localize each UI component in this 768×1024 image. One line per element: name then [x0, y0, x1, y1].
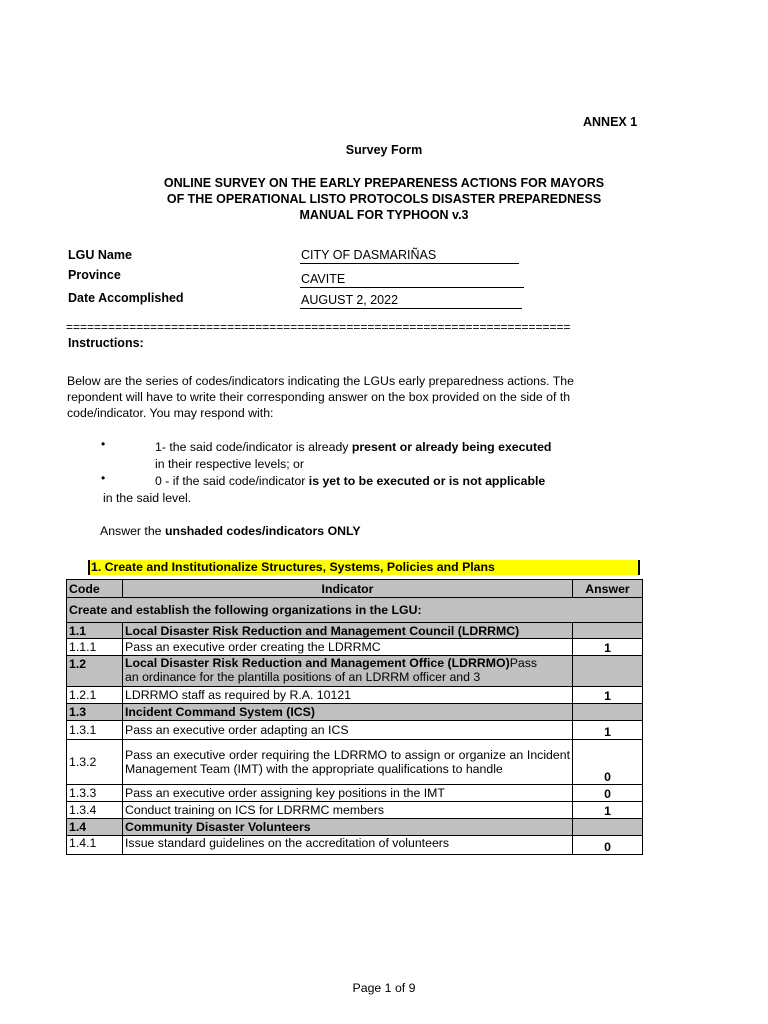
option-zero-text: 0 - if the said code/indicator [155, 474, 309, 488]
table-row [67, 704, 643, 721]
table-row [67, 819, 643, 836]
row-answer [573, 623, 643, 639]
answer-note-emphasis: unshaded codes/indicators ONLY [164, 524, 361, 538]
row-code: 1.3.2 [67, 740, 123, 785]
date-accomplished-value: AUGUST 2, 2022 [300, 293, 522, 309]
row-answer: 0 [573, 836, 643, 855]
table-row [67, 802, 643, 819]
row-answer: 0 [573, 740, 643, 785]
table-row [67, 623, 643, 639]
section-title: 1. Create and Institutionalize Structures, Systems, Policies and Plans [91, 560, 495, 574]
row-code: 1.2 [67, 656, 123, 687]
row-code: 1.3.3 [67, 785, 123, 802]
lgu-name-value: CITY OF DASMARIÑAS [300, 248, 519, 264]
row-indicator-line2: an ordinance for the plantilla positions of an LDRRM officer and 3 [125, 670, 481, 684]
table-row [67, 656, 643, 687]
row-indicator: Pass an executive order requiring the LDRRMO to assign or organize an Incident Management Team (IMT) with the appropriate qualifications to handle [123, 740, 573, 785]
table-row [67, 721, 643, 740]
row-indicator [123, 656, 573, 687]
province-value: CAVITE [300, 272, 524, 288]
row-answer: 1 [573, 639, 643, 656]
row-indicator: LDRRMO staff as required by R.A. 10121 [123, 687, 573, 704]
row-indicator-rest: Pass [509, 656, 538, 670]
option-one-line2: in their respective levels; or [155, 457, 304, 471]
separator-line: ======================================================================== [66, 320, 571, 334]
answer-note [100, 524, 361, 538]
province-label: Province [68, 268, 121, 282]
row-answer [573, 656, 643, 687]
annex-label: ANNEX 1 [583, 115, 638, 129]
bullet-icon: • [101, 471, 106, 485]
option-one-text: 1- the said code/indicator is already [155, 440, 352, 454]
instructions-paragraph: Below are the series of codes/indicators indicating the LGUs early preparedness actions. The repondent will have to write their corresponding answer on the box provided on the side of th code/indicator. You may respond with: [67, 374, 574, 420]
row-indicator: Pass an executive order creating the LDRRMC [123, 639, 573, 656]
row-answer: 1 [573, 802, 643, 819]
row-indicator: Pass an executive order assigning key positions in the IMT [123, 785, 573, 802]
table-header-row [67, 580, 643, 598]
row-answer: 0 [573, 785, 643, 802]
option-zero-line2: in the said level. [103, 491, 192, 505]
form-title: Survey Form [345, 143, 423, 157]
option-zero-emphasis: is yet to be executed or is not applicable [308, 474, 546, 488]
instructions-heading: Instructions: [68, 336, 144, 350]
lgu-name-label: LGU Name [68, 248, 132, 262]
date-accomplished-label: Date Accomplished [68, 291, 184, 305]
row-code: 1.1 [67, 623, 123, 639]
row-indicator: Conduct training on ICS for LDRRMC members [123, 802, 573, 819]
row-code: 1.1.1 [67, 639, 123, 656]
survey-title-line: MANUAL FOR TYPHOON v.3 [299, 208, 469, 222]
row-code: 1.3.1 [67, 721, 123, 740]
option-one-emphasis: present or already being executed [351, 440, 552, 454]
page-number: Page 1 of 9 [352, 981, 416, 995]
row-indicator: Pass an executive order adapting an ICS [123, 721, 573, 740]
indicator-table [66, 579, 643, 855]
table-row [67, 687, 643, 704]
table-row [67, 740, 643, 785]
row-answer [573, 819, 643, 836]
section-title-bar [88, 560, 640, 575]
row-code: 1.3 [67, 704, 123, 721]
row-code: 1.4.1 [67, 836, 123, 855]
table-group-row [67, 598, 643, 623]
answer-note-text: Answer the [100, 524, 165, 538]
survey-title [100, 175, 668, 223]
row-answer [573, 704, 643, 721]
header-indicator: Indicator [123, 580, 573, 598]
row-answer: 1 [573, 721, 643, 740]
row-indicator: Incident Command System (ICS) [123, 704, 573, 721]
row-code: 1.4 [67, 819, 123, 836]
bullet-icon: • [101, 437, 106, 451]
row-indicator: Issue standard guidelines on the accreditation of volunteers [123, 836, 573, 855]
row-indicator: Community Disaster Volunteers [123, 819, 573, 836]
option-zero-line [155, 474, 545, 488]
section-bar-left-tick [88, 560, 90, 575]
row-indicator-bold: Local Disaster Risk Reduction and Management Office (LDRRMO) [125, 656, 510, 670]
row-answer: 1 [573, 687, 643, 704]
option-one-line [155, 440, 551, 454]
row-code: 1.3.4 [67, 802, 123, 819]
group-heading: Create and establish the following organizations in the LGU: [67, 598, 643, 623]
header-code: Code [67, 580, 123, 598]
row-indicator: Local Disaster Risk Reduction and Management Council (LDRRMC) [123, 623, 573, 639]
survey-title-line: ONLINE SURVEY ON THE EARLY PREPARENESS ACTIONS FOR MAYORS [163, 176, 605, 190]
table-row [67, 639, 643, 656]
row-code: 1.2.1 [67, 687, 123, 704]
header-answer: Answer [573, 580, 643, 598]
section-bar-right-tick [638, 560, 640, 575]
table-row [67, 836, 643, 855]
table-row [67, 785, 643, 802]
survey-title-line: OF THE OPERATIONAL LISTO PROTOCOLS DISASTER PREPAREDNESS [166, 192, 602, 206]
